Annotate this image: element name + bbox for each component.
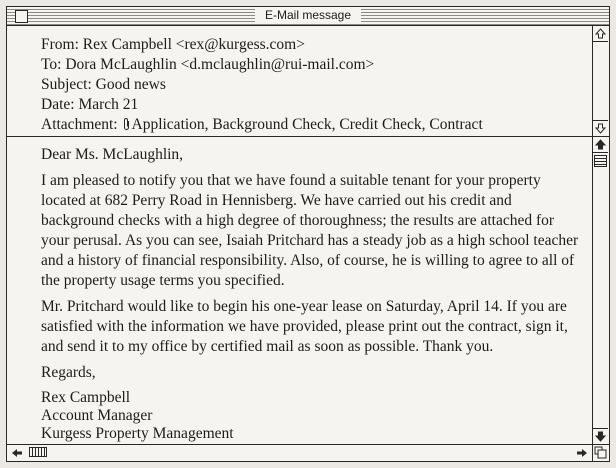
body-paragraph-2: Mr. Pritchard would like to begin his one-year lease on Saturday, April 14. If you are satisfied with the information we have provided, please print out the contract, sign it, and send it to my office by certified mail as soon as possible. Thank you. [41,298,568,355]
resize-grow-icon[interactable] [592,444,609,461]
subject-line: Subject: Good news [41,76,166,93]
scroll-left-arrow-icon[interactable] [9,445,25,460]
email-body-pane [7,137,609,444]
to-line: To: Dora McLaughlin <d.mclaughlin@rui-mail.com> [41,56,375,73]
scroll-right-arrow-icon[interactable] [574,445,590,460]
scroll-up-arrow-icon[interactable] [593,137,608,153]
scroll-down-arrow-icon[interactable] [593,428,608,444]
body-scroll-thumb[interactable] [594,155,607,167]
scroll-up-arrow-icon[interactable] [593,26,608,42]
signature-name: Rex Campbell [41,389,131,406]
email-header [41,35,579,135]
date-line: Date: March 21 [41,96,139,113]
body-vertical-scrollbar[interactable] [592,137,609,444]
scroll-down-arrow-icon[interactable] [593,120,608,136]
body-paragraph-1: I am pleased to notify you that we have found a suitable tenant for your property located at 682 Perry Road in Hennisberg. We have carried out his credit and background checks with a high degree of thoroughness; the results are attached for your perusal. As you can see, Isaiah Pritchard has a steady job as a high school teacher and a history of financial responsibility. Also, of course, he is willing to agree to all of the property usage terms you specified. [41,172,579,289]
attachment-line [41,115,579,135]
attachment-files[interactable]: Application, Background Check, Credit Check, Contract [131,116,483,133]
window-title: E-Mail message [255,8,361,23]
email-body [41,145,579,461]
email-header-pane [7,26,609,137]
from-line: From: Rex Campbell <rex@kurgess.com> [41,36,305,53]
close-box-icon[interactable] [15,10,28,23]
horizontal-scroll-thumb[interactable] [29,447,47,457]
signature-title: Account Manager [41,407,153,424]
greeting: Dear Ms. McLaughlin, [41,146,184,163]
title-bar[interactable] [7,7,609,26]
signature-company: Kurgess Property Management [41,425,234,442]
email-window [6,6,610,462]
horizontal-scrollbar[interactable] [7,444,592,461]
paperclip-icon [122,117,131,131]
attachment-label: Attachment: [41,116,118,133]
header-vertical-scrollbar[interactable] [592,26,609,136]
closing: Regards, [41,364,96,381]
